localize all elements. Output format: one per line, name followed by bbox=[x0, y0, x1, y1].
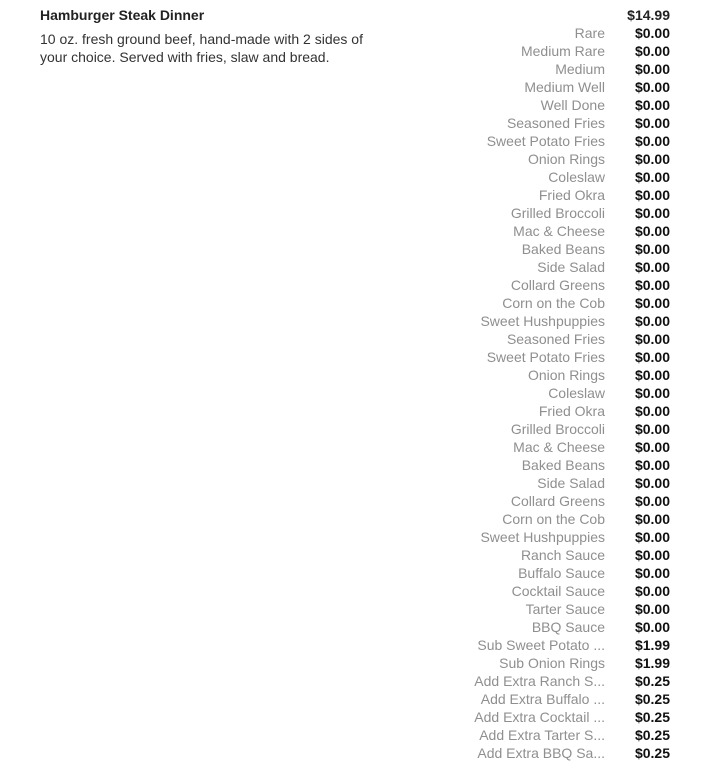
option-row[interactable] bbox=[0, 402, 709, 420]
option-row[interactable] bbox=[0, 726, 709, 744]
option-label: Seasoned Fries bbox=[506, 115, 605, 131]
option-row[interactable] bbox=[0, 222, 709, 240]
option-price: $0.00 bbox=[634, 25, 670, 41]
option-label: Coleslaw bbox=[548, 169, 605, 185]
option-label: Collard Greens bbox=[510, 493, 605, 509]
option-row[interactable] bbox=[0, 312, 709, 330]
option-label: Rare bbox=[574, 25, 605, 41]
option-price: $0.00 bbox=[634, 421, 670, 437]
option-price: $0.00 bbox=[634, 61, 670, 77]
option-row[interactable] bbox=[0, 366, 709, 384]
option-label: Onion Rings bbox=[527, 151, 605, 167]
option-price: $0.00 bbox=[634, 349, 670, 365]
option-label: Fried Okra bbox=[538, 403, 605, 419]
option-label: Coleslaw bbox=[548, 385, 605, 401]
option-label: Buffalo Sauce bbox=[518, 565, 605, 581]
option-price: $0.00 bbox=[634, 493, 670, 509]
option-price: $0.00 bbox=[634, 133, 670, 149]
option-row[interactable] bbox=[0, 456, 709, 474]
option-label: Mac & Cheese bbox=[513, 439, 605, 455]
option-price: $0.00 bbox=[634, 277, 670, 293]
option-row[interactable] bbox=[0, 672, 709, 690]
option-row[interactable] bbox=[0, 132, 709, 150]
option-row[interactable] bbox=[0, 204, 709, 222]
option-label: Side Salad bbox=[537, 475, 605, 491]
option-label: Well Done bbox=[540, 97, 605, 113]
option-price: $0.00 bbox=[634, 529, 670, 545]
option-price: $0.00 bbox=[634, 385, 670, 401]
options-list bbox=[0, 24, 709, 762]
option-label: Add Extra Buffalo ... bbox=[480, 691, 605, 707]
option-price: $0.00 bbox=[634, 187, 670, 203]
option-label: Medium Rare bbox=[520, 43, 605, 59]
option-row[interactable] bbox=[0, 348, 709, 366]
option-row[interactable] bbox=[0, 168, 709, 186]
option-label: Collard Greens bbox=[510, 277, 605, 293]
option-row[interactable] bbox=[0, 474, 709, 492]
option-row[interactable] bbox=[0, 384, 709, 402]
option-price: $0.00 bbox=[634, 367, 670, 383]
option-price: $0.25 bbox=[634, 691, 670, 707]
option-row[interactable] bbox=[0, 564, 709, 582]
option-row[interactable] bbox=[0, 420, 709, 438]
option-row[interactable] bbox=[0, 276, 709, 294]
option-label: Sweet Hushpuppies bbox=[480, 529, 605, 545]
option-price: $0.25 bbox=[634, 673, 670, 689]
option-label: Onion Rings bbox=[527, 367, 605, 383]
option-price: $0.00 bbox=[634, 151, 670, 167]
option-price: $0.00 bbox=[634, 619, 670, 635]
item-price: $14.99 bbox=[627, 7, 670, 23]
option-row[interactable] bbox=[0, 510, 709, 528]
item-description: 10 oz. fresh ground beef, hand-made with 2 sides of your choice. Served with fries, slaw and bread. bbox=[40, 31, 363, 65]
option-row[interactable] bbox=[0, 744, 709, 762]
option-label: Grilled Broccoli bbox=[510, 205, 605, 221]
option-row[interactable] bbox=[0, 294, 709, 312]
option-label: Corn on the Cob bbox=[502, 511, 605, 527]
option-label: Seasoned Fries bbox=[506, 331, 605, 347]
option-price: $0.00 bbox=[634, 331, 670, 347]
option-label: Sweet Potato Fries bbox=[486, 349, 605, 365]
option-row[interactable] bbox=[0, 150, 709, 168]
option-price: $0.00 bbox=[634, 313, 670, 329]
option-label: Cocktail Sauce bbox=[511, 583, 605, 599]
option-row[interactable] bbox=[0, 600, 709, 618]
option-label: Sub Onion Rings bbox=[499, 655, 605, 671]
option-label: Baked Beans bbox=[521, 241, 605, 257]
option-price: $0.00 bbox=[634, 475, 670, 491]
option-row[interactable] bbox=[0, 330, 709, 348]
option-label: Add Extra Tarter S... bbox=[479, 727, 605, 743]
option-row[interactable] bbox=[0, 96, 709, 114]
option-row[interactable] bbox=[0, 654, 709, 672]
option-row[interactable] bbox=[0, 492, 709, 510]
option-row[interactable] bbox=[0, 60, 709, 78]
option-price: $0.00 bbox=[634, 259, 670, 275]
option-price: $0.00 bbox=[634, 457, 670, 473]
option-label: Side Salad bbox=[537, 259, 605, 275]
option-row[interactable] bbox=[0, 240, 709, 258]
option-label: Tarter Sauce bbox=[525, 601, 605, 617]
option-row[interactable] bbox=[0, 78, 709, 96]
option-label: Add Extra BBQ Sa... bbox=[477, 745, 605, 761]
option-price: $1.99 bbox=[634, 637, 670, 653]
option-price: $0.00 bbox=[634, 403, 670, 419]
option-label: Sub Sweet Potato ... bbox=[477, 637, 605, 653]
option-row[interactable] bbox=[0, 186, 709, 204]
option-price: $0.00 bbox=[634, 169, 670, 185]
option-row[interactable] bbox=[0, 258, 709, 276]
option-price: $0.00 bbox=[634, 205, 670, 221]
option-price: $0.00 bbox=[634, 601, 670, 617]
option-label: Sweet Hushpuppies bbox=[480, 313, 605, 329]
option-price: $0.00 bbox=[634, 115, 670, 131]
option-row[interactable] bbox=[0, 546, 709, 564]
option-label: Sweet Potato Fries bbox=[486, 133, 605, 149]
option-label: Mac & Cheese bbox=[513, 223, 605, 239]
option-label: Baked Beans bbox=[521, 457, 605, 473]
option-row[interactable] bbox=[0, 42, 709, 60]
option-row[interactable] bbox=[0, 114, 709, 132]
option-label: BBQ Sauce bbox=[531, 619, 605, 635]
option-price: $0.00 bbox=[634, 43, 670, 59]
option-row[interactable] bbox=[0, 708, 709, 726]
option-row[interactable] bbox=[0, 24, 709, 42]
option-label: Add Extra Cocktail ... bbox=[474, 709, 605, 725]
option-price: $0.00 bbox=[634, 565, 670, 581]
option-label: Medium bbox=[555, 61, 605, 77]
option-row[interactable] bbox=[0, 690, 709, 708]
option-price: $0.00 bbox=[634, 547, 670, 563]
option-row[interactable] bbox=[0, 618, 709, 636]
option-price: $1.99 bbox=[634, 655, 670, 671]
option-price: $0.00 bbox=[634, 583, 670, 599]
option-price: $0.00 bbox=[634, 295, 670, 311]
option-label: Medium Well bbox=[524, 79, 605, 95]
option-price: $0.00 bbox=[634, 511, 670, 527]
option-label: Fried Okra bbox=[538, 187, 605, 203]
option-label: Add Extra Ranch S... bbox=[474, 673, 605, 689]
option-price: $0.00 bbox=[634, 97, 670, 113]
option-row[interactable] bbox=[0, 438, 709, 456]
option-label: Grilled Broccoli bbox=[510, 421, 605, 437]
option-price: $0.00 bbox=[634, 223, 670, 239]
option-row[interactable] bbox=[0, 528, 709, 546]
option-price: $0.25 bbox=[634, 745, 670, 761]
option-price: $0.00 bbox=[634, 79, 670, 95]
option-price: $0.25 bbox=[634, 709, 670, 725]
option-price: $0.00 bbox=[634, 241, 670, 257]
item-name: Hamburger Steak Dinner bbox=[40, 7, 205, 23]
option-price: $0.25 bbox=[634, 727, 670, 743]
option-row[interactable] bbox=[0, 582, 709, 600]
option-row[interactable] bbox=[0, 636, 709, 654]
option-label: Ranch Sauce bbox=[520, 547, 605, 563]
option-price: $0.00 bbox=[634, 439, 670, 455]
option-label: Corn on the Cob bbox=[502, 295, 605, 311]
